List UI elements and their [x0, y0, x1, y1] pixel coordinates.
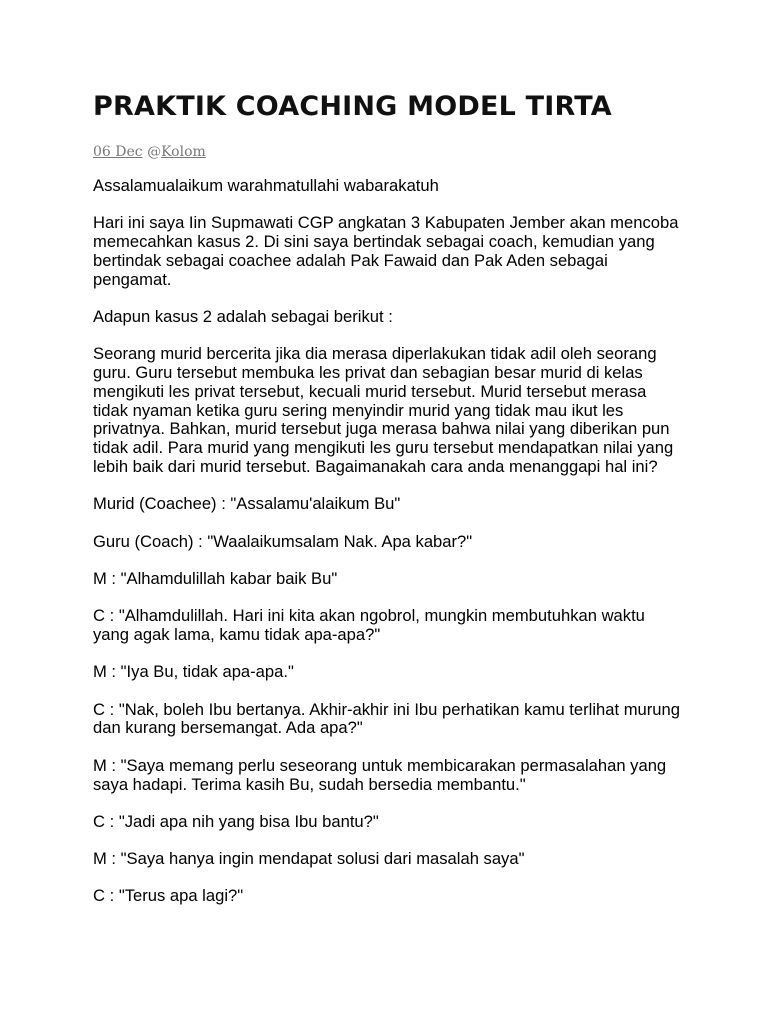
dialogue-line: C : "Nak, boleh Ibu bertanya. Akhir-akhir ini Ibu perhatikan kamu terlihat murung dan kurang bersemangat. Ada apa?"	[93, 699, 680, 738]
article-meta	[93, 143, 683, 161]
paragraph-greeting: Assalamualaikum warahmatullahi wabarakatuh	[93, 176, 439, 195]
dialogue-line: Guru (Coach) : "Waalaikumsalam Nak. Apa kabar?"	[93, 531, 473, 551]
article	[93, 88, 683, 925]
dialogue-line: M : "Alhamdulillah kabar baik Bu"	[93, 568, 338, 588]
dialogue-line: C : "Terus apa lagi?"	[93, 886, 244, 906]
paragraph-case-heading: Adapun kasus 2 adalah sebagai berikut :	[93, 306, 393, 326]
dialogue-line: M : "Saya hanya ingin mendapat solusi dari masalah saya"	[93, 849, 525, 869]
dialogue-line: C : "Alhamdulillah. Hari ini kita akan ngobrol, mungkin membutuhkan waktu yang agak lama, kamu tidak apa-apa?"	[93, 606, 645, 645]
date-link[interactable]: 06 Dec	[93, 144, 143, 160]
dialogue-line: C : "Jadi apa nih yang bisa Ibu bantu?"	[93, 811, 379, 831]
paragraph-case: Seorang murid bercerita jika dia merasa diperlakukan tidak adil oleh seorang guru. Guru tersebut membuka les privat dan sebagian besar murid di kelas mengikuti les privat tersebut, kecuali murid tersebut. Murid tersebut merasa tidak nyaman ketika guru sering menyindir murid yang tidak mau ikut les privatnya. Bahkan, murid tersebut juga merasa bahwa nilai yang diberikan pun tidak adil. Para murid yang mengikuti les guru tersebut mendapatkan nilai yang lebih baik dari murid tersebut. Bagaimanakah cara anda menanggapi hal ini?	[93, 344, 674, 477]
article-body	[93, 177, 683, 906]
dialogue-line: Murid (Coachee) : "Assalamu'alaikum Bu"	[93, 494, 401, 514]
category-link[interactable]: Kolom	[161, 144, 206, 160]
at-sign: @	[147, 144, 162, 160]
dialogue-line: M : "Saya memang perlu seseorang untuk membicarakan permasalahan yang saya hadapi. Terima kasih Bu, sudah bersedia membantu."	[93, 755, 667, 794]
paragraph-intro: Hari ini saya Iin Supmawati CGP angkatan 3 Kabupaten Jember akan mencoba memecahkan kasus 2. Di sini saya bertindak sebagai coach, kemudian yang bertindak sebagai coachee adalah Pak Fawaid dan Pak Aden sebagai pengamat.	[93, 213, 679, 289]
article-title: PRAKTIK COACHING MODEL TIRTA	[93, 91, 612, 122]
dialogue-line: M : "Iya Bu, tidak apa-apa."	[93, 662, 294, 682]
